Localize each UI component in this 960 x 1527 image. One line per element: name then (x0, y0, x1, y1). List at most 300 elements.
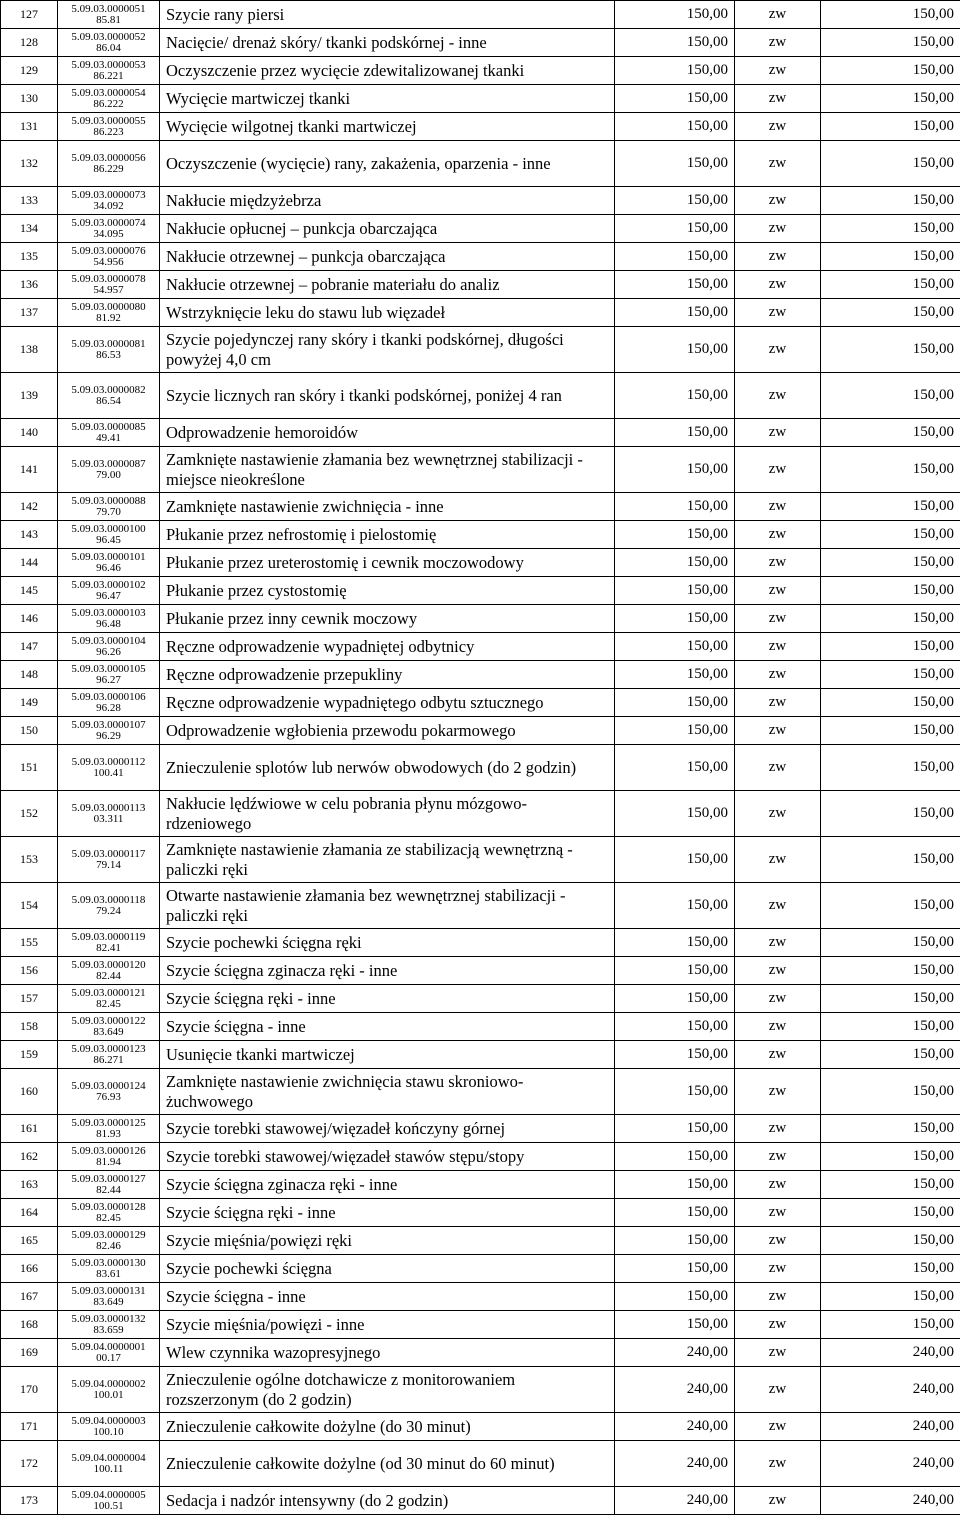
net-price: 240,00 (615, 1339, 735, 1367)
row-number: 139 (1, 373, 58, 419)
icd9-code: 00.17 (96, 1351, 121, 1364)
service-code: 5.09.04.0000001 (71, 1340, 146, 1353)
vat-rate: zw (735, 661, 821, 689)
gross-price: 150,00 (821, 1283, 960, 1311)
row-number: 131 (1, 113, 58, 141)
icd9-code: 82.46 (96, 1239, 121, 1252)
procedure-description: Szycie pojedynczej rany skóry i tkanki podskórnej, długości powyżej 4,0 cm (160, 327, 615, 373)
procedure-code (58, 689, 160, 717)
row-number: 129 (1, 57, 58, 85)
procedure-code (58, 1487, 160, 1515)
procedure-description: Wlew czynnika wazopresyjnego (160, 1339, 615, 1367)
icd9-code: 79.00 (96, 468, 121, 481)
gross-price: 240,00 (821, 1413, 960, 1441)
procedure-code (58, 1041, 160, 1069)
vat-rate: zw (735, 1311, 821, 1339)
row-number: 142 (1, 493, 58, 521)
gross-price: 240,00 (821, 1441, 960, 1487)
procedure-description: Szycie pochewki ścięgna ręki (160, 929, 615, 957)
vat-rate: zw (735, 187, 821, 215)
service-code: 5.09.04.0000003 (71, 1414, 146, 1427)
row-number: 165 (1, 1227, 58, 1255)
row-number: 137 (1, 299, 58, 327)
gross-price: 150,00 (821, 85, 960, 113)
icd9-code: 96.48 (96, 617, 121, 630)
procedure-description: Oczyszczenie (wycięcie) rany, zakażenia, oparzenia - inne (160, 141, 615, 187)
procedure-description: Szycie mięśnia/powięzi ręki (160, 1227, 615, 1255)
procedure-description: Ręczne odprowadzenie wypadniętego odbytu sztucznego (160, 689, 615, 717)
net-price: 150,00 (615, 85, 735, 113)
table-row (1, 57, 960, 85)
procedure-description: Otwarte nastawienie złamania bez wewnętrznej stabilizacji - paliczki ręki (160, 883, 615, 929)
icd9-code: 96.29 (96, 729, 121, 742)
gross-price: 150,00 (821, 521, 960, 549)
service-code: 5.09.04.0000005 (71, 1488, 146, 1501)
net-price: 150,00 (615, 661, 735, 689)
procedure-code (58, 29, 160, 57)
procedure-code (58, 1311, 160, 1339)
service-code: 5.09.03.0000120 (71, 958, 146, 971)
net-price: 150,00 (615, 1171, 735, 1199)
procedure-description: Nacięcie/ drenaż skóry/ tkanki podskórnej - inne (160, 29, 615, 57)
icd9-code: 81.93 (96, 1127, 121, 1140)
service-code: 5.09.03.0000076 (71, 244, 146, 257)
procedure-code (58, 791, 160, 837)
icd9-code: 100.51 (93, 1499, 124, 1512)
procedure-code (58, 1441, 160, 1487)
gross-price: 150,00 (821, 419, 960, 447)
net-price: 150,00 (615, 957, 735, 985)
vat-rate: zw (735, 1367, 821, 1413)
icd9-code: 79.14 (96, 858, 121, 871)
procedure-description: Nakłucie międzyżebrza (160, 187, 615, 215)
procedure-description: Zamknięte nastawienie zwichnięcia stawu skroniowo-żuchwowego (160, 1069, 615, 1115)
procedure-description: Ręczne odprowadzenie przepukliny (160, 661, 615, 689)
row-number: 159 (1, 1041, 58, 1069)
procedure-code (58, 215, 160, 243)
procedure-description: Szycie mięśnia/powięzi - inne (160, 1311, 615, 1339)
row-number: 153 (1, 837, 58, 883)
procedure-code (58, 187, 160, 215)
vat-rate: zw (735, 113, 821, 141)
table-row (1, 791, 960, 837)
procedure-code (58, 577, 160, 605)
procedure-code (58, 1255, 160, 1283)
icd9-code: 100.01 (93, 1388, 124, 1401)
procedure-description: Szycie ścięgna ręki - inne (160, 985, 615, 1013)
net-price: 150,00 (615, 549, 735, 577)
service-code: 5.09.03.0000051 (71, 2, 146, 15)
net-price: 150,00 (615, 745, 735, 791)
table-row (1, 419, 960, 447)
row-number: 164 (1, 1199, 58, 1227)
service-code: 5.09.03.0000121 (71, 986, 146, 999)
procedure-code (58, 447, 160, 493)
service-code: 5.09.03.0000105 (71, 662, 146, 675)
row-number: 154 (1, 883, 58, 929)
service-code: 5.09.03.0000113 (71, 801, 146, 814)
vat-rate: zw (735, 521, 821, 549)
procedure-code (58, 493, 160, 521)
procedure-code (58, 1283, 160, 1311)
procedure-description: Nakłucie lędźwiowe w celu pobrania płynu mózgowo-rdzeniowego (160, 791, 615, 837)
net-price: 150,00 (615, 299, 735, 327)
vat-rate: zw (735, 837, 821, 883)
icd9-code: 86.229 (93, 162, 124, 175)
service-code: 5.09.03.0000129 (71, 1228, 146, 1241)
table-row (1, 883, 960, 929)
net-price: 150,00 (615, 113, 735, 141)
row-number: 150 (1, 717, 58, 745)
procedure-code (58, 1413, 160, 1441)
procedure-description: Zamknięte nastawienie złamania ze stabilizacją wewnętrzną - paliczki ręki (160, 837, 615, 883)
gross-price: 150,00 (821, 215, 960, 243)
row-number: 138 (1, 327, 58, 373)
vat-rate: zw (735, 957, 821, 985)
vat-rate: zw (735, 57, 821, 85)
row-number: 145 (1, 577, 58, 605)
icd9-code: 82.45 (96, 997, 121, 1010)
table-row (1, 1115, 960, 1143)
table-row (1, 447, 960, 493)
procedure-code (58, 985, 160, 1013)
vat-rate: zw (735, 447, 821, 493)
vat-rate: zw (735, 327, 821, 373)
net-price: 150,00 (615, 243, 735, 271)
procedure-code (58, 929, 160, 957)
service-code: 5.09.03.0000130 (71, 1256, 146, 1269)
procedure-code (58, 633, 160, 661)
net-price: 150,00 (615, 187, 735, 215)
row-number: 168 (1, 1311, 58, 1339)
gross-price: 150,00 (821, 1143, 960, 1171)
vat-rate: zw (735, 29, 821, 57)
vat-rate: zw (735, 883, 821, 929)
procedure-code (58, 883, 160, 929)
table-row (1, 1227, 960, 1255)
service-code: 5.09.03.0000080 (71, 300, 146, 313)
net-price: 240,00 (615, 1441, 735, 1487)
gross-price: 150,00 (821, 745, 960, 791)
gross-price: 150,00 (821, 299, 960, 327)
service-code: 5.09.03.0000081 (71, 337, 146, 350)
net-price: 150,00 (615, 1199, 735, 1227)
row-number: 134 (1, 215, 58, 243)
procedure-code (58, 717, 160, 745)
table-row (1, 373, 960, 419)
gross-price: 150,00 (821, 661, 960, 689)
gross-price: 150,00 (821, 1, 960, 29)
service-code: 5.09.03.0000102 (71, 578, 146, 591)
procedure-code (58, 1143, 160, 1171)
icd9-code: 86.222 (93, 97, 124, 110)
table-row (1, 1069, 960, 1115)
vat-rate: zw (735, 1, 821, 29)
icd9-code: 03.311 (93, 812, 124, 825)
gross-price: 150,00 (821, 493, 960, 521)
procedure-code (58, 299, 160, 327)
service-code: 5.09.03.0000123 (71, 1042, 146, 1055)
net-price: 150,00 (615, 327, 735, 373)
procedure-code (58, 661, 160, 689)
icd9-code: 76.93 (96, 1090, 121, 1103)
vat-rate: zw (735, 1115, 821, 1143)
procedure-description: Szycie torebki stawowej/więzadeł stawów stępu/stopy (160, 1143, 615, 1171)
vat-rate: zw (735, 633, 821, 661)
net-price: 150,00 (615, 1, 735, 29)
net-price: 150,00 (615, 929, 735, 957)
procedure-code (58, 141, 160, 187)
icd9-code: 81.92 (96, 311, 121, 324)
row-number: 155 (1, 929, 58, 957)
procedure-code (58, 605, 160, 633)
row-number: 135 (1, 243, 58, 271)
icd9-code: 85.81 (96, 13, 121, 26)
procedure-description: Zamknięte nastawienie zwichnięcia - inne (160, 493, 615, 521)
procedure-description: Znieczulenie splotów lub nerwów obwodowych (do 2 godzin) (160, 745, 615, 791)
table-row (1, 271, 960, 299)
net-price: 150,00 (615, 837, 735, 883)
service-code: 5.09.03.0000106 (71, 690, 146, 703)
service-code: 5.09.03.0000101 (71, 550, 146, 563)
net-price: 150,00 (615, 717, 735, 745)
net-price: 150,00 (615, 373, 735, 419)
service-code: 5.09.03.0000128 (71, 1200, 146, 1213)
vat-rate: zw (735, 1227, 821, 1255)
row-number: 171 (1, 1413, 58, 1441)
icd9-code: 54.956 (93, 255, 124, 268)
procedure-code (58, 1199, 160, 1227)
icd9-code: 83.649 (93, 1295, 124, 1308)
service-code: 5.09.03.0000052 (71, 30, 146, 43)
procedure-code (58, 745, 160, 791)
net-price: 150,00 (615, 57, 735, 85)
vat-rate: zw (735, 791, 821, 837)
service-code: 5.09.03.0000078 (71, 272, 146, 285)
procedure-description: Sedacja i nadzór intensywny (do 2 godzin) (160, 1487, 615, 1515)
row-number: 157 (1, 985, 58, 1013)
service-code: 5.09.03.0000100 (71, 522, 146, 535)
row-number: 152 (1, 791, 58, 837)
service-code: 5.09.03.0000053 (71, 58, 146, 71)
net-price: 150,00 (615, 521, 735, 549)
procedure-description: Wstrzyknięcie leku do stawu lub więzadeł (160, 299, 615, 327)
service-code: 5.09.03.0000125 (71, 1116, 146, 1129)
table-row (1, 141, 960, 187)
table-row (1, 243, 960, 271)
vat-rate: zw (735, 1013, 821, 1041)
icd9-code: 86.221 (93, 69, 124, 82)
procedure-code (58, 419, 160, 447)
procedure-code (58, 1013, 160, 1041)
icd9-code: 82.41 (96, 941, 121, 954)
icd9-code: 82.44 (96, 1183, 121, 1196)
vat-rate: zw (735, 577, 821, 605)
gross-price: 150,00 (821, 57, 960, 85)
procedure-code (58, 1227, 160, 1255)
vat-rate: zw (735, 215, 821, 243)
table-row (1, 1441, 960, 1487)
row-number: 130 (1, 85, 58, 113)
procedure-description: Znieczulenie całkowite dożylne (od 30 minut do 60 minut) (160, 1441, 615, 1487)
table-row (1, 633, 960, 661)
service-code: 5.09.03.0000119 (71, 930, 146, 943)
table-row (1, 327, 960, 373)
row-number: 160 (1, 1069, 58, 1115)
service-code: 5.09.03.0000112 (71, 755, 146, 768)
procedure-description: Znieczulenie całkowite dożylne (do 30 minut) (160, 1413, 615, 1441)
net-price: 150,00 (615, 447, 735, 493)
procedure-code (58, 1339, 160, 1367)
gross-price: 150,00 (821, 957, 960, 985)
procedure-code (58, 1069, 160, 1115)
service-code: 5.09.03.0000124 (71, 1079, 146, 1092)
gross-price: 240,00 (821, 1487, 960, 1515)
table-row (1, 1413, 960, 1441)
service-code: 5.09.03.0000087 (71, 457, 146, 470)
service-code: 5.09.03.0000055 (71, 114, 146, 127)
net-price: 150,00 (615, 1069, 735, 1115)
table-row (1, 29, 960, 57)
net-price: 150,00 (615, 883, 735, 929)
gross-price: 150,00 (821, 837, 960, 883)
table-row (1, 957, 960, 985)
vat-rate: zw (735, 1041, 821, 1069)
row-number: 158 (1, 1013, 58, 1041)
row-number: 146 (1, 605, 58, 633)
table-row (1, 1339, 960, 1367)
net-price: 150,00 (615, 633, 735, 661)
procedure-description: Znieczulenie ogólne dotchawicze z monitorowaniem rozszerzonym (do 2 godzin) (160, 1367, 615, 1413)
vat-rate: zw (735, 1171, 821, 1199)
row-number: 151 (1, 745, 58, 791)
table-row (1, 1199, 960, 1227)
table-row (1, 85, 960, 113)
icd9-code: 100.11 (93, 1462, 124, 1475)
icd9-code: 96.45 (96, 533, 121, 546)
procedure-code (58, 957, 160, 985)
service-code: 5.09.03.0000117 (71, 847, 146, 860)
net-price: 150,00 (615, 605, 735, 633)
net-price: 240,00 (615, 1367, 735, 1413)
row-number: 136 (1, 271, 58, 299)
net-price: 150,00 (615, 419, 735, 447)
table-row (1, 717, 960, 745)
service-code: 5.09.03.0000104 (71, 634, 146, 647)
vat-rate: zw (735, 1487, 821, 1515)
row-number: 149 (1, 689, 58, 717)
service-code: 5.09.03.0000085 (71, 420, 146, 433)
procedure-code (58, 327, 160, 373)
icd9-code: 96.47 (96, 589, 121, 602)
vat-rate: zw (735, 1441, 821, 1487)
gross-price: 150,00 (821, 271, 960, 299)
procedure-description: Odprowadzenie wgłobienia przewodu pokarmowego (160, 717, 615, 745)
procedure-code (58, 85, 160, 113)
procedure-code (58, 113, 160, 141)
procedure-code (58, 549, 160, 577)
vat-rate: zw (735, 929, 821, 957)
table-row (1, 493, 960, 521)
row-number: 173 (1, 1487, 58, 1515)
table-row (1, 113, 960, 141)
vat-rate: zw (735, 419, 821, 447)
net-price: 150,00 (615, 1041, 735, 1069)
icd9-code: 82.45 (96, 1211, 121, 1224)
net-price: 150,00 (615, 1311, 735, 1339)
gross-price: 150,00 (821, 689, 960, 717)
service-code: 5.09.04.0000002 (71, 1377, 146, 1390)
service-code: 5.09.03.0000132 (71, 1312, 146, 1325)
vat-rate: zw (735, 549, 821, 577)
procedure-description: Szycie ścięgna ręki - inne (160, 1199, 615, 1227)
procedure-description: Wycięcie wilgotnej tkanki martwiczej (160, 113, 615, 141)
vat-rate: zw (735, 1143, 821, 1171)
gross-price: 150,00 (821, 113, 960, 141)
gross-price: 150,00 (821, 633, 960, 661)
table-row (1, 1143, 960, 1171)
gross-price: 150,00 (821, 791, 960, 837)
table-row (1, 1041, 960, 1069)
net-price: 150,00 (615, 271, 735, 299)
icd9-code: 83.61 (96, 1267, 121, 1280)
gross-price: 150,00 (821, 243, 960, 271)
table-row (1, 1367, 960, 1413)
service-code: 5.09.03.0000126 (71, 1144, 146, 1157)
icd9-code: 34.092 (93, 199, 124, 212)
procedure-code (58, 243, 160, 271)
procedure-description: Wycięcie martwiczej tkanki (160, 85, 615, 113)
table-row (1, 187, 960, 215)
icd9-code: 96.27 (96, 673, 121, 686)
vat-rate: zw (735, 717, 821, 745)
procedure-description: Szycie ścięgna zginacza ręki - inne (160, 957, 615, 985)
procedure-description: Oczyszczenie przez wycięcie zdewitalizowanej tkanki (160, 57, 615, 85)
net-price: 150,00 (615, 689, 735, 717)
procedure-description: Nakłucie otrzewnej – pobranie materiału do analiz (160, 271, 615, 299)
table-row (1, 577, 960, 605)
vat-rate: zw (735, 141, 821, 187)
gross-price: 150,00 (821, 141, 960, 187)
procedure-description: Szycie rany piersi (160, 1, 615, 29)
icd9-code: 83.659 (93, 1323, 124, 1336)
vat-rate: zw (735, 689, 821, 717)
row-number: 172 (1, 1441, 58, 1487)
net-price: 240,00 (615, 1413, 735, 1441)
icd9-code: 86.54 (96, 394, 121, 407)
icd9-code: 54.957 (93, 283, 124, 296)
net-price: 150,00 (615, 29, 735, 57)
icd9-code: 100.10 (93, 1425, 124, 1438)
service-code: 5.09.04.0000004 (71, 1451, 146, 1464)
net-price: 150,00 (615, 215, 735, 243)
table-row (1, 549, 960, 577)
gross-price: 150,00 (821, 929, 960, 957)
icd9-code: 86.04 (96, 41, 121, 54)
procedure-description: Szycie licznych ran skóry i tkanki podskórnej, poniżej 4 ran (160, 373, 615, 419)
table-row (1, 689, 960, 717)
procedure-description: Nakłucie otrzewnej – punkcja obarczająca (160, 243, 615, 271)
net-price: 150,00 (615, 985, 735, 1013)
gross-price: 150,00 (821, 373, 960, 419)
net-price: 150,00 (615, 791, 735, 837)
icd9-code: 83.649 (93, 1025, 124, 1038)
row-number: 128 (1, 29, 58, 57)
net-price: 150,00 (615, 1013, 735, 1041)
vat-rate: zw (735, 1069, 821, 1115)
row-number: 170 (1, 1367, 58, 1413)
service-code: 5.09.03.0000073 (71, 188, 146, 201)
